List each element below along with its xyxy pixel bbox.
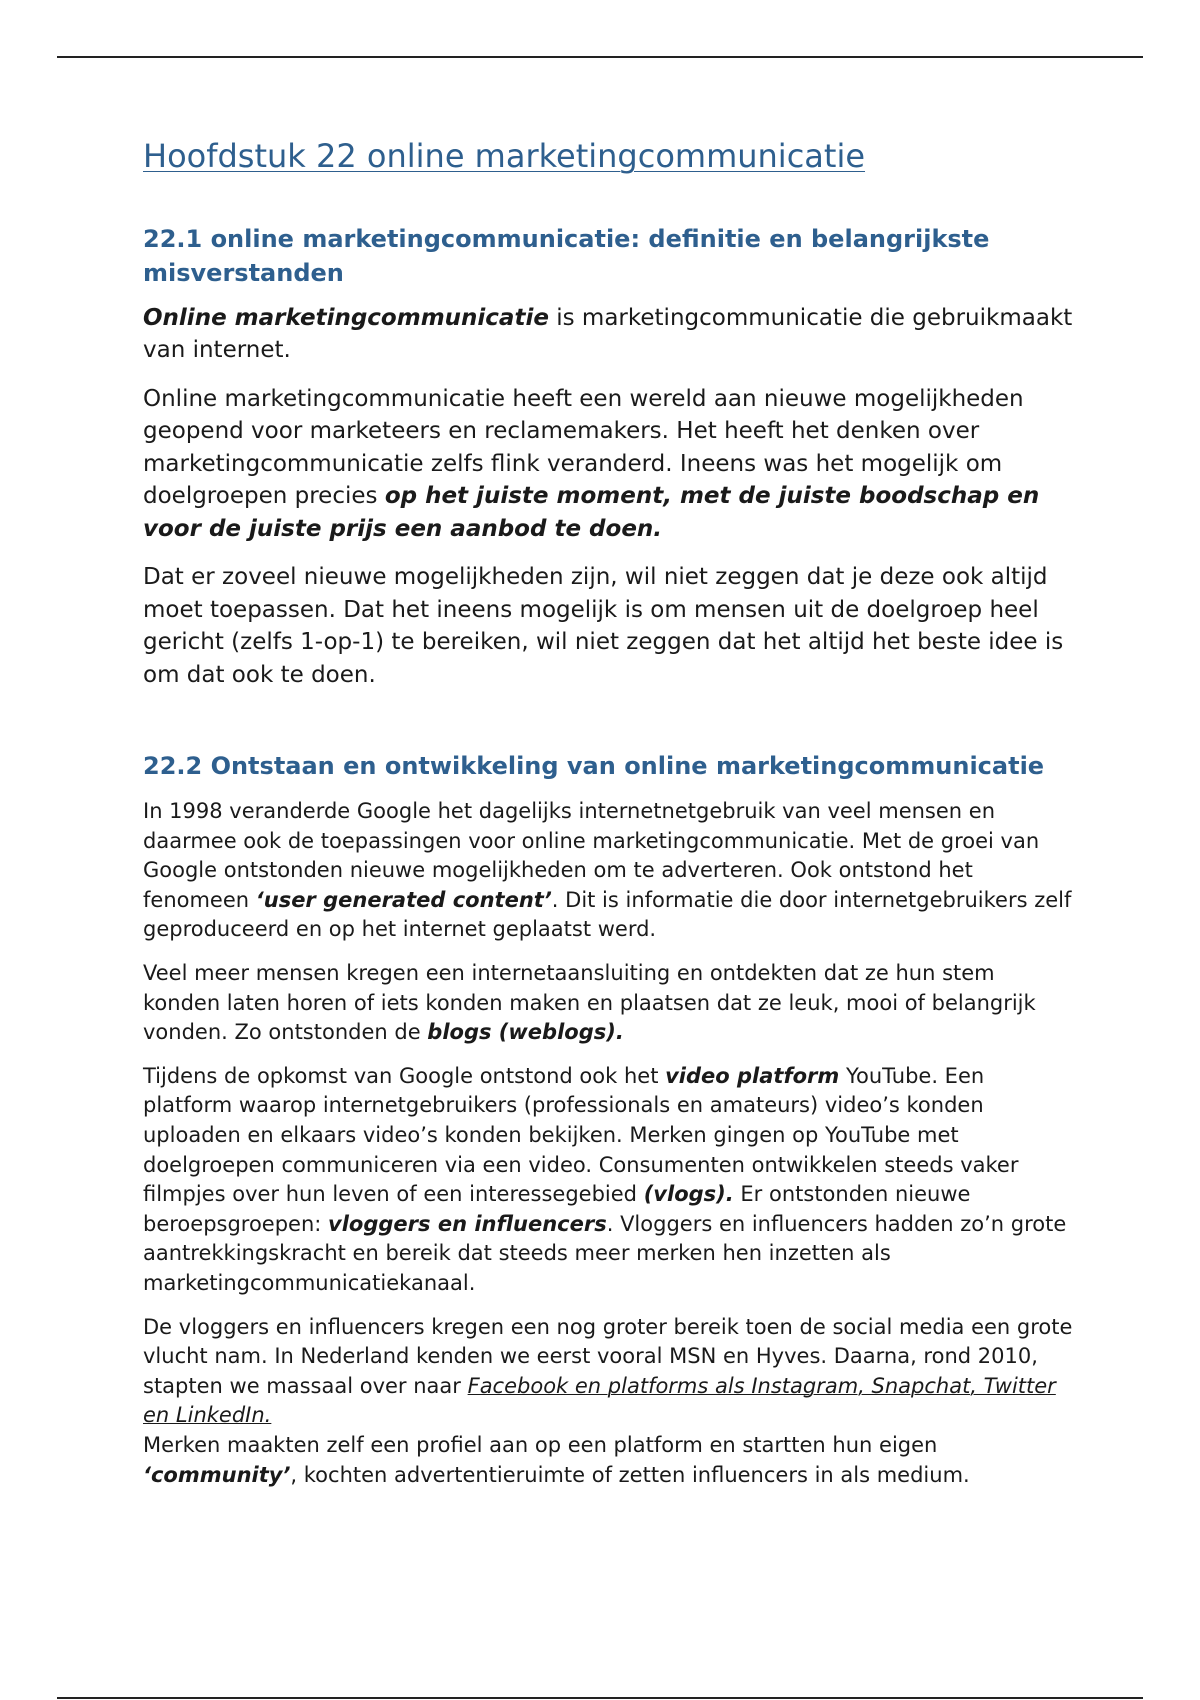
paragraph-text: In 1998 veranderde Google het dagelijks internetnetgebruik van veel mensen en daarmee ook de toepassingen voor online marketingcommunicatie. Met de groei van Google ontstonden nieuwe mogelijkheden om te adverteren. Ook ontstond het fenomeen: [143, 799, 1040, 912]
paragraph-youtube: [143, 1062, 1073, 1299]
paragraph-text: Online marketingcommunicatie heeft een wereld aan nieuwe mogelijkheden geopend voor marketeers en reclamemakers. Het heeft het denken over marketingcommunicatie zelfs flink veranderd. Ineens was het mogelijk om doelgroepen precies: [143, 385, 1024, 510]
paragraph-text: , kochten advertentieruimte of zetten influencers in als medium.: [290, 1462, 970, 1487]
paragraph-text: Merken maakten zelf een profiel aan op een platform en startten hun eigen: [143, 1432, 938, 1457]
paragraph-definition: [143, 302, 1073, 367]
paragraph-text: . Vloggers en influencers hadden zo’n grote aantrekkingskracht en bereik dat steeds meer merken hen inzetten als marketingcommunicatiekanaal.: [143, 1211, 1067, 1295]
paragraph-text: YouTube. Een platform waarop internetgebruikers (professionals en amateurs) video’s konden uploaden en elkaars video’s konden bekijken. Merken gingen op YouTube met doelgroepen communiceren via een video. Consumenten ontwikkelen steeds vaker filmpjes over hun leven of een interessegebied: [143, 1063, 1019, 1207]
document-body: [143, 136, 1073, 1504]
paragraph-new-possibilities: [143, 383, 1073, 546]
emphasis-vlogs: (vlogs).: [643, 1182, 734, 1207]
section-heading-22-2: 22.2 Ontstaan en ontwikkeling van online marketingcommunicatie: [143, 752, 1045, 781]
paragraph-text: Tijdens de opkomst van Google ontstond ook het: [143, 1063, 666, 1088]
paragraph-text: Er ontstonden nieuwe beroepsgroepen:: [143, 1182, 971, 1236]
bottom-rule: [57, 1697, 1143, 1699]
emphasis-right-moment: op het juiste moment, met de juiste boodschap en voor de juiste prijs een aanbod te doen.: [143, 483, 1040, 542]
paragraph-text: De vloggers en influencers kregen een nog groter bereik toen de social media een grote vlucht nam. In Nederland kenden we eerst vooral MSN en Hyves. Daarna, rond 2010, stapten we massaal over naar: [143, 1314, 1073, 1398]
term-online-marketingcommunicatie: Online marketingcommunicatie: [143, 304, 549, 331]
emphasis-blogs: blogs (weblogs).: [427, 1020, 624, 1045]
chapter-title: Hoofdstuk 22 online marketingcommunicatie: [143, 137, 866, 175]
paragraph-text: is marketingcommunicatie die gebruikmaakt van internet.: [143, 304, 1073, 364]
emphasis-vloggers-influencers: vloggers en influencers: [328, 1211, 607, 1236]
paragraph-social-media: [143, 1313, 1073, 1431]
section-heading-22-1: 22.1 online marketingcommunicatie: definitie en belangrijkste misverstanden: [143, 224, 990, 287]
emphasis-community: ‘community’: [143, 1462, 291, 1487]
paragraph-text: Veel meer mensen kregen een internetaansluiting en ontdekten dat ze hun stem konden laten horen of iets konden maken en plaatsen dat ze leuk, mooi of belangrijk vonden. Zo ontstonden de: [143, 961, 1036, 1045]
paragraph-blogs: [143, 959, 1073, 1048]
paragraph-text: . Dit is informatie die door internetgebruikers zelf geproduceerd en op het internet geplaatst werd.: [143, 887, 1072, 942]
top-rule: [57, 56, 1143, 58]
paragraph-google-1998: [143, 797, 1073, 945]
emphasis-user-generated-content: ‘user generated content’: [255, 887, 552, 912]
paragraph-not-always-apply: Dat er zoveel nieuwe mogelijkheden zijn, wil niet zeggen dat je deze ook altijd moet toepassen. Dat het ineens mogelijk is om mensen uit de doelgroep heel gericht (zelfs 1-op-1) te bereiken, wil niet zeggen dat het altijd het beste idee is om dat ook te doen.: [143, 564, 1064, 688]
emphasis-video-platform: video platform: [665, 1063, 840, 1088]
paragraph-community: [143, 1431, 1073, 1490]
platforms-link[interactable]: Facebook en platforms als Instagram, Snapchat, Twitter en LinkedIn.: [143, 1373, 1056, 1428]
